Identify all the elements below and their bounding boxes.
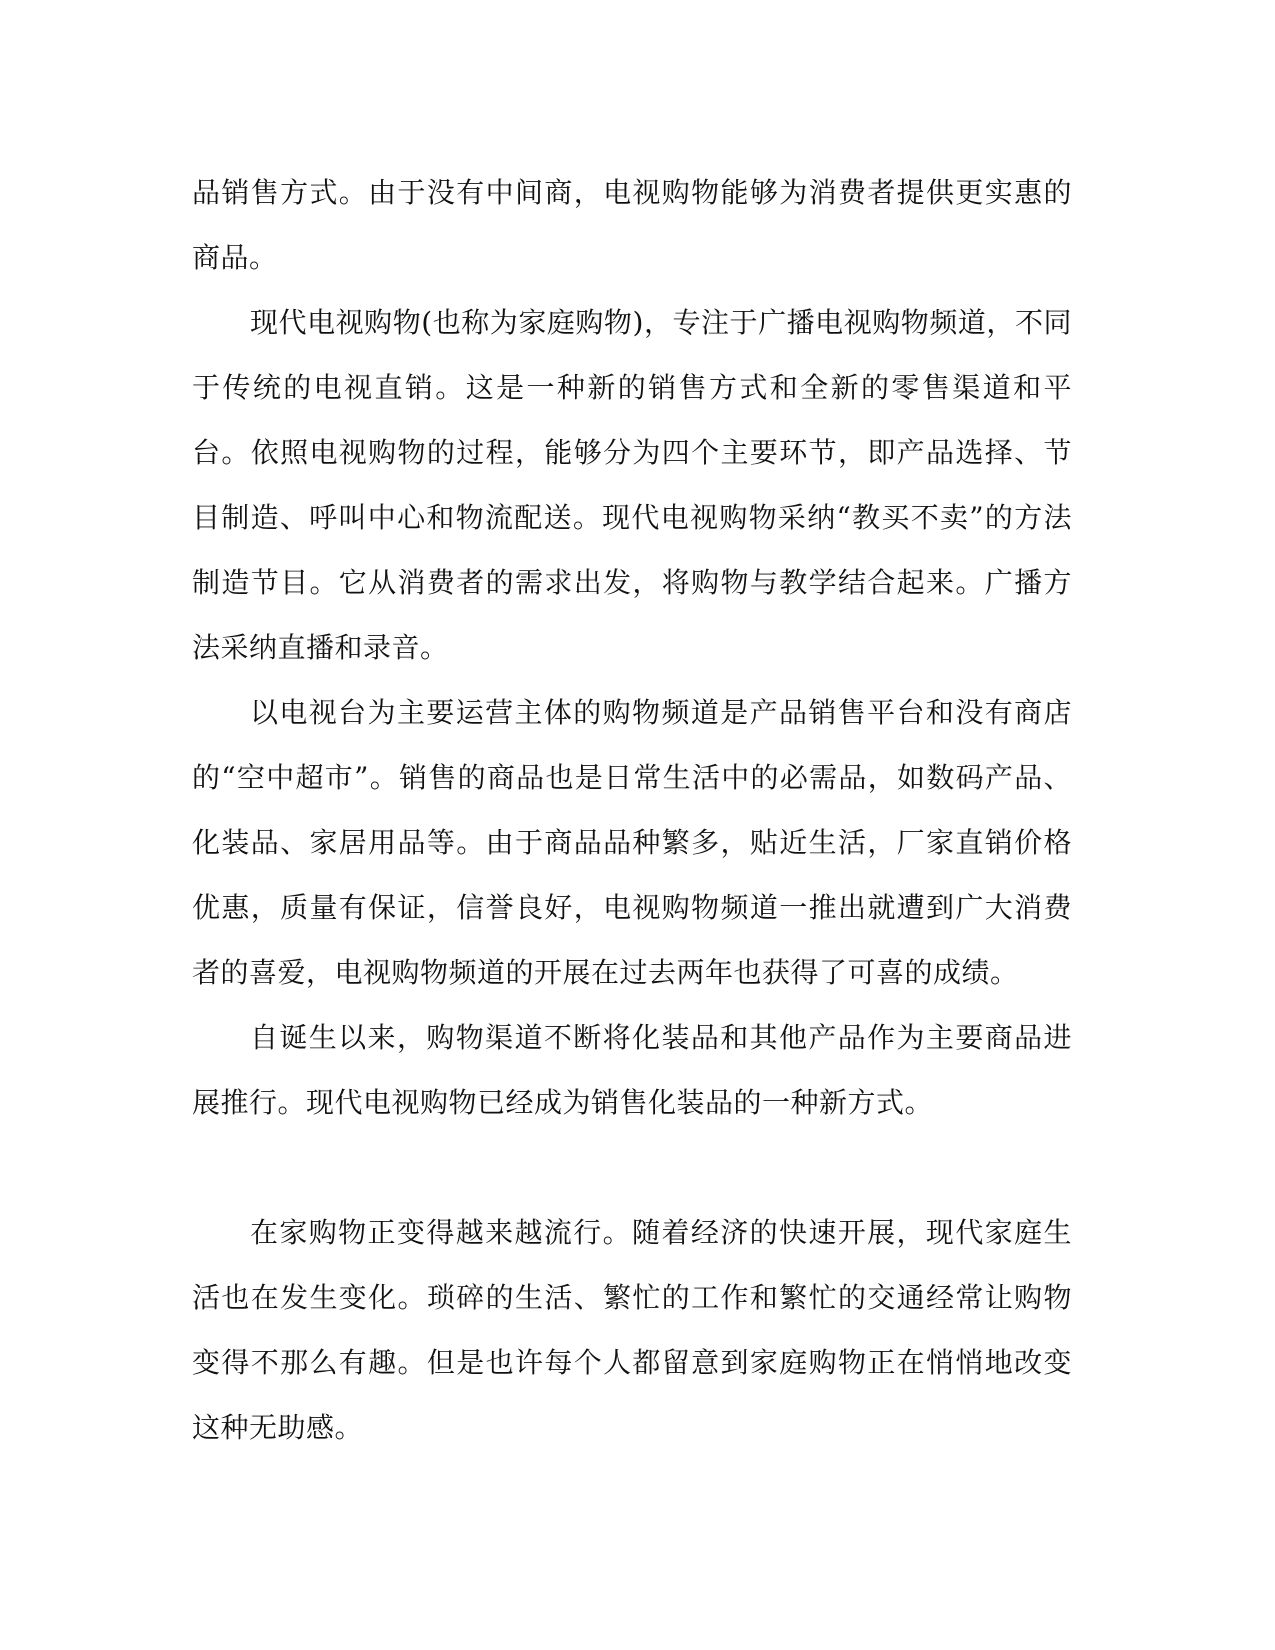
paragraph-home-shopping: 在家购物正变得越来越流行。随着经济的快速开展，现代家庭生活也在发生变化。琐碎的生活、繁忙的工作和繁忙的交通经常让购物变得不那么有趣。但是也许每个人都留意到家庭购物正在悄悄地改变这种无助感。 <box>192 1216 1072 1444</box>
body-text-upper <box>192 160 1072 1135</box>
paragraph-shopping-channel: 以电视台为主要运营主体的购物频道是产品销售平台和没有商店的“空中超市”。销售的商品也是日常生活中的必需品，如数码产品、化装品、家居用品等。由于商品品种繁多，贴近生活，厂家直销价格优惠，质量有保证，信誉良好，电视购物频道一推出就遭到广大消费者的喜爱，电视购物频道的开展在过去两年也获得了可喜的成绩。 <box>192 696 1072 989</box>
paragraph-modern-tv-shopping: 现代电视购物(也称为家庭购物)，专注于广播电视购物频道，不同于传统的电视直销。这是一种新的销售方式和全新的零售渠道和平台。依照电视购物的过程，能够分为四个主要环节，即产品选择、节目制造、呼叫中心和物流配送。现代电视购物采纳“教买不卖”的方法制造节目。它从消费者的需求出发，将购物与教学结合起来。广播方法采纳直播和录音。 <box>192 306 1072 664</box>
body-text-lower <box>192 1200 1072 1460</box>
paragraph-cosmetics: 自诞生以来，购物渠道不断将化装品和其他产品作为主要商品进展推行。现代电视购物已经成为销售化装品的一种新方式。 <box>192 1021 1072 1119</box>
paragraph-continuation: 品销售方式。由于没有中间商，电视购物能够为消费者提供更实惠的商品。 <box>192 176 1072 274</box>
